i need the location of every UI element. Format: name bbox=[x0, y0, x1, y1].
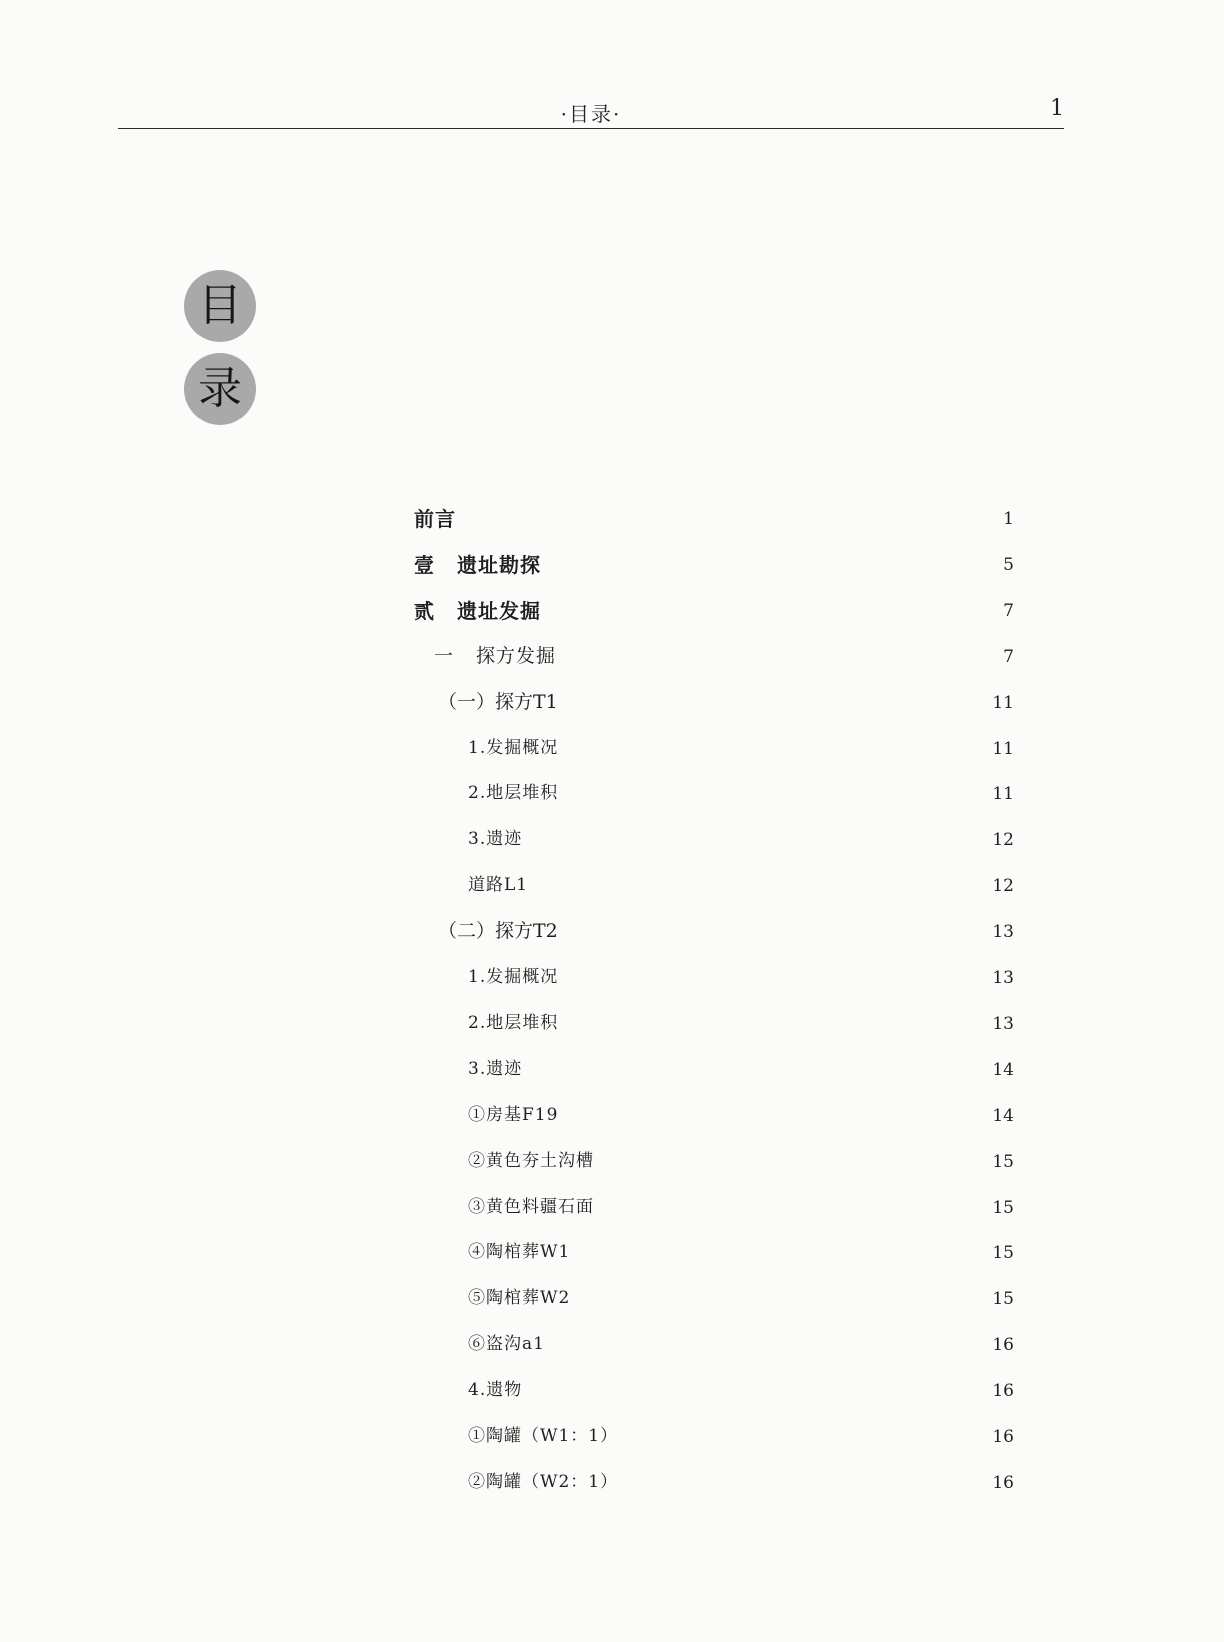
toc-entry-page: 1 bbox=[1003, 509, 1014, 529]
toc-entry-number: 贰 bbox=[414, 599, 435, 623]
toc-entry-text: 1.发掘概况 bbox=[468, 967, 559, 987]
toc-entry bbox=[468, 824, 1014, 854]
toc-entry bbox=[468, 1100, 1014, 1130]
toc-entry-page: 16 bbox=[992, 1381, 1014, 1401]
toc-entry-label bbox=[468, 1467, 618, 1492]
toc-entry-text: 遗址发掘 bbox=[457, 599, 541, 623]
toc-entry-text: （二）探方T2 bbox=[438, 920, 558, 942]
toc-entry-label bbox=[468, 1192, 594, 1217]
toc-entry-label bbox=[468, 1375, 522, 1400]
toc-entry-text: 1.发掘概况 bbox=[468, 738, 559, 758]
toc-entry-number: 一 bbox=[434, 645, 455, 667]
toc-entry-label bbox=[468, 1329, 545, 1354]
toc-entry-text: 2.地层堆积 bbox=[468, 1013, 559, 1033]
toc-entry-label bbox=[468, 1283, 570, 1308]
toc-entry bbox=[414, 595, 1014, 625]
toc-entry-page: 12 bbox=[992, 830, 1014, 850]
toc-entry-text: ②黄色夯土沟槽 bbox=[468, 1151, 594, 1171]
toc-entry bbox=[468, 870, 1014, 900]
toc-entry-text: ⑥盗沟a1 bbox=[468, 1334, 545, 1354]
toc-entry-label bbox=[468, 1008, 558, 1033]
toc-entry-label bbox=[414, 503, 456, 532]
toc-entry-page: 14 bbox=[992, 1106, 1014, 1126]
toc-entry-label bbox=[468, 962, 558, 987]
toc-entry bbox=[434, 641, 1014, 671]
toc-entry-page: 15 bbox=[992, 1152, 1014, 1172]
toc-entry-page: 16 bbox=[992, 1427, 1014, 1447]
toc-entry bbox=[468, 1008, 1014, 1038]
toc-entry-label bbox=[468, 1421, 618, 1446]
toc-entry bbox=[414, 503, 1014, 533]
toc-entry-page: 11 bbox=[992, 739, 1014, 759]
toc-entry-page: 16 bbox=[992, 1473, 1014, 1493]
toc-entry-label bbox=[468, 870, 528, 895]
toc-entry-text: 3.遗迹 bbox=[468, 1059, 523, 1079]
toc-entry bbox=[438, 687, 1014, 717]
header-page-number: 1 bbox=[1050, 96, 1064, 121]
toc-entry-page: 12 bbox=[992, 876, 1014, 896]
toc-entry-page: 13 bbox=[992, 1014, 1014, 1034]
toc-entry-page: 14 bbox=[992, 1060, 1014, 1080]
toc-entry-text: ①陶罐（W1：1） bbox=[468, 1426, 619, 1446]
toc-entry-page: 5 bbox=[1003, 555, 1014, 575]
toc-entry-page: 16 bbox=[992, 1335, 1014, 1355]
toc-entry-text: 2.地层堆积 bbox=[468, 783, 559, 803]
toc-entry bbox=[468, 1192, 1014, 1222]
toc-entry bbox=[468, 1054, 1014, 1084]
toc-entry-text: ④陶棺葬W1 bbox=[468, 1242, 571, 1262]
toc-entry bbox=[468, 1421, 1014, 1451]
header-title: ·目录· bbox=[560, 102, 622, 126]
toc-entry bbox=[468, 962, 1014, 992]
toc-entry-label bbox=[468, 1146, 594, 1171]
toc-entry-label bbox=[468, 1054, 522, 1079]
toc-entry-text: （一）探方T1 bbox=[438, 691, 558, 713]
toc-entry-page: 11 bbox=[992, 784, 1014, 804]
toc-entry bbox=[414, 549, 1014, 579]
toc-entry-label bbox=[434, 641, 556, 668]
toc-entry-text: ③黄色料疆石面 bbox=[468, 1197, 594, 1217]
toc-entry-label bbox=[438, 916, 558, 943]
toc-entry-label bbox=[468, 824, 522, 849]
toc-entry-page: 15 bbox=[992, 1198, 1014, 1218]
toc-entry bbox=[468, 733, 1014, 763]
toc-entry-label bbox=[468, 1100, 558, 1125]
toc-entry bbox=[468, 1329, 1014, 1359]
toc-entry bbox=[468, 1237, 1014, 1267]
toc-entry-page: 15 bbox=[992, 1243, 1014, 1263]
toc-entry bbox=[468, 1283, 1014, 1313]
toc-entry-label bbox=[438, 687, 558, 714]
toc-entry bbox=[468, 1146, 1014, 1176]
toc-entry-page: 7 bbox=[1003, 601, 1014, 621]
running-header bbox=[118, 96, 1064, 129]
toc-badge-char-1: 目 bbox=[184, 270, 256, 342]
toc-entry-text: ⑤陶棺葬W2 bbox=[468, 1288, 571, 1308]
toc-entry-page: 15 bbox=[992, 1289, 1014, 1309]
toc-entry-text: ①房基F19 bbox=[468, 1105, 559, 1125]
toc-entry-text: 前言 bbox=[414, 507, 456, 531]
toc-entry-label bbox=[468, 1237, 570, 1262]
toc-entry bbox=[468, 1375, 1014, 1405]
toc-entry-number: 壹 bbox=[414, 553, 435, 577]
toc-entry-text: 探方发掘 bbox=[476, 645, 557, 667]
toc-entry-label bbox=[414, 549, 541, 578]
toc-entry-text: 遗址勘探 bbox=[457, 553, 541, 577]
toc-entry-text: 道路L1 bbox=[468, 875, 529, 895]
toc-entry-text: ②陶罐（W2：1） bbox=[468, 1472, 619, 1492]
toc-entry bbox=[438, 916, 1014, 946]
toc-entry-text: 3.遗迹 bbox=[468, 829, 523, 849]
toc-entry-page: 7 bbox=[1003, 647, 1014, 667]
toc-entry bbox=[468, 778, 1014, 808]
toc-entry-page: 13 bbox=[992, 922, 1014, 942]
toc-entry-text: 4.遗物 bbox=[468, 1380, 523, 1400]
toc-entry-page: 11 bbox=[992, 693, 1014, 713]
toc-entry-label bbox=[468, 778, 558, 803]
toc-entry-label bbox=[468, 733, 558, 758]
toc-entry bbox=[468, 1467, 1014, 1497]
toc-entry-label bbox=[414, 595, 541, 624]
toc-entry-page: 13 bbox=[992, 968, 1014, 988]
toc-badge-char-2: 录 bbox=[184, 353, 256, 425]
